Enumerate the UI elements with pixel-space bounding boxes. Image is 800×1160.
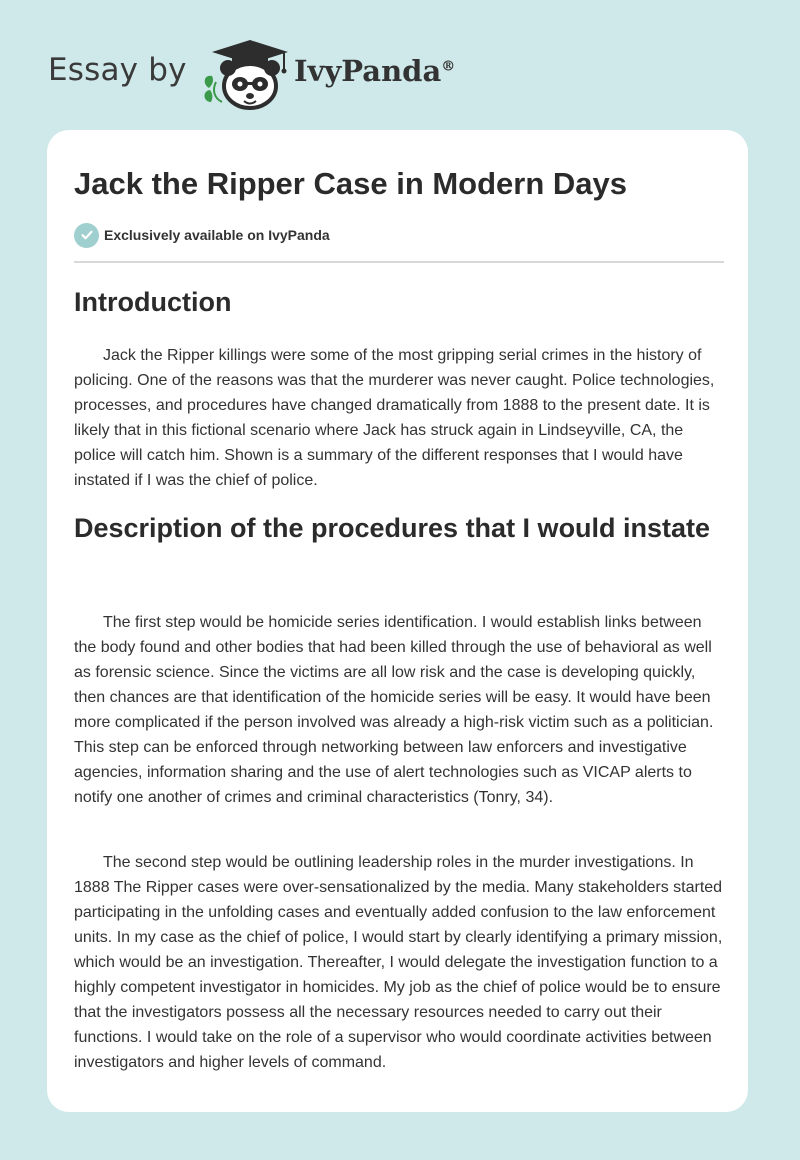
essay-title: Jack the Ripper Case in Modern Days (74, 166, 628, 201)
section-heading: Introduction (74, 287, 232, 317)
essay-by-label: Essay by (48, 52, 187, 88)
registered-mark: ® (441, 58, 456, 75)
exclusive-badge-label: Exclusively available on IvyPanda (104, 227, 330, 243)
title-divider (74, 261, 724, 263)
essay-card (47, 130, 748, 1112)
paragraph: The second step would be outlining leadership roles in the murder investigations. In 1888 The Ripper cases were over-sensationalized by the media. Many stakeholders started participating in the unfolding cases and eventually added confusion to the law enforcement units. In my case as the chief of police, I would start by clearly identifying a primary mission, which would be an investigation. Thereafter, I would delegate the investigation function to a highly competent investigator in homicides. My job as the chief of police would be to ensure that the investigators possess all the necessary resources needed to carry out their functions. I would take on the role of a supervisor who would coordinate activities between investigators and higher levels of command. (74, 854, 723, 1071)
paragraph: Jack the Ripper killings were some of the most gripping serial crimes in the history of policing. One of the reasons was that the murderer was never caught. Police technologies, processes, and procedures have changed dramatically from 1888 to the present date. It is likely that in this fictional scenario where Jack has struck again in Lindseyville, CA, the police will catch him. Shown is a summary of the different responses that I would have instated if I was the chief of police. (74, 347, 715, 489)
site-header (48, 34, 508, 114)
brand-name[interactable]: IvyPanda® (294, 54, 456, 88)
panda-graduate-logo-icon[interactable] (200, 36, 292, 112)
section-heading: Description of the procedures that I would instate (74, 513, 711, 543)
check-circle-icon (74, 223, 99, 248)
paragraph: The first step would be homicide series identification. I would establish links between the body found and other bodies that had been killed through the use of behavioral as well as forensic science. Since the victims are all low risk and the case is developing quickly, then chances are that identification of the homicide series will be easy. It would have been more complicated if the person involved was already a high-risk victim such as a politician. This step can be enforced through networking between law enforcers and investigative agencies, information sharing and the use of alert technologies such as VICAP alerts to notify one another of crimes and criminal characteristics (Tonry, 34). (74, 614, 714, 806)
exclusive-badge (74, 222, 330, 248)
